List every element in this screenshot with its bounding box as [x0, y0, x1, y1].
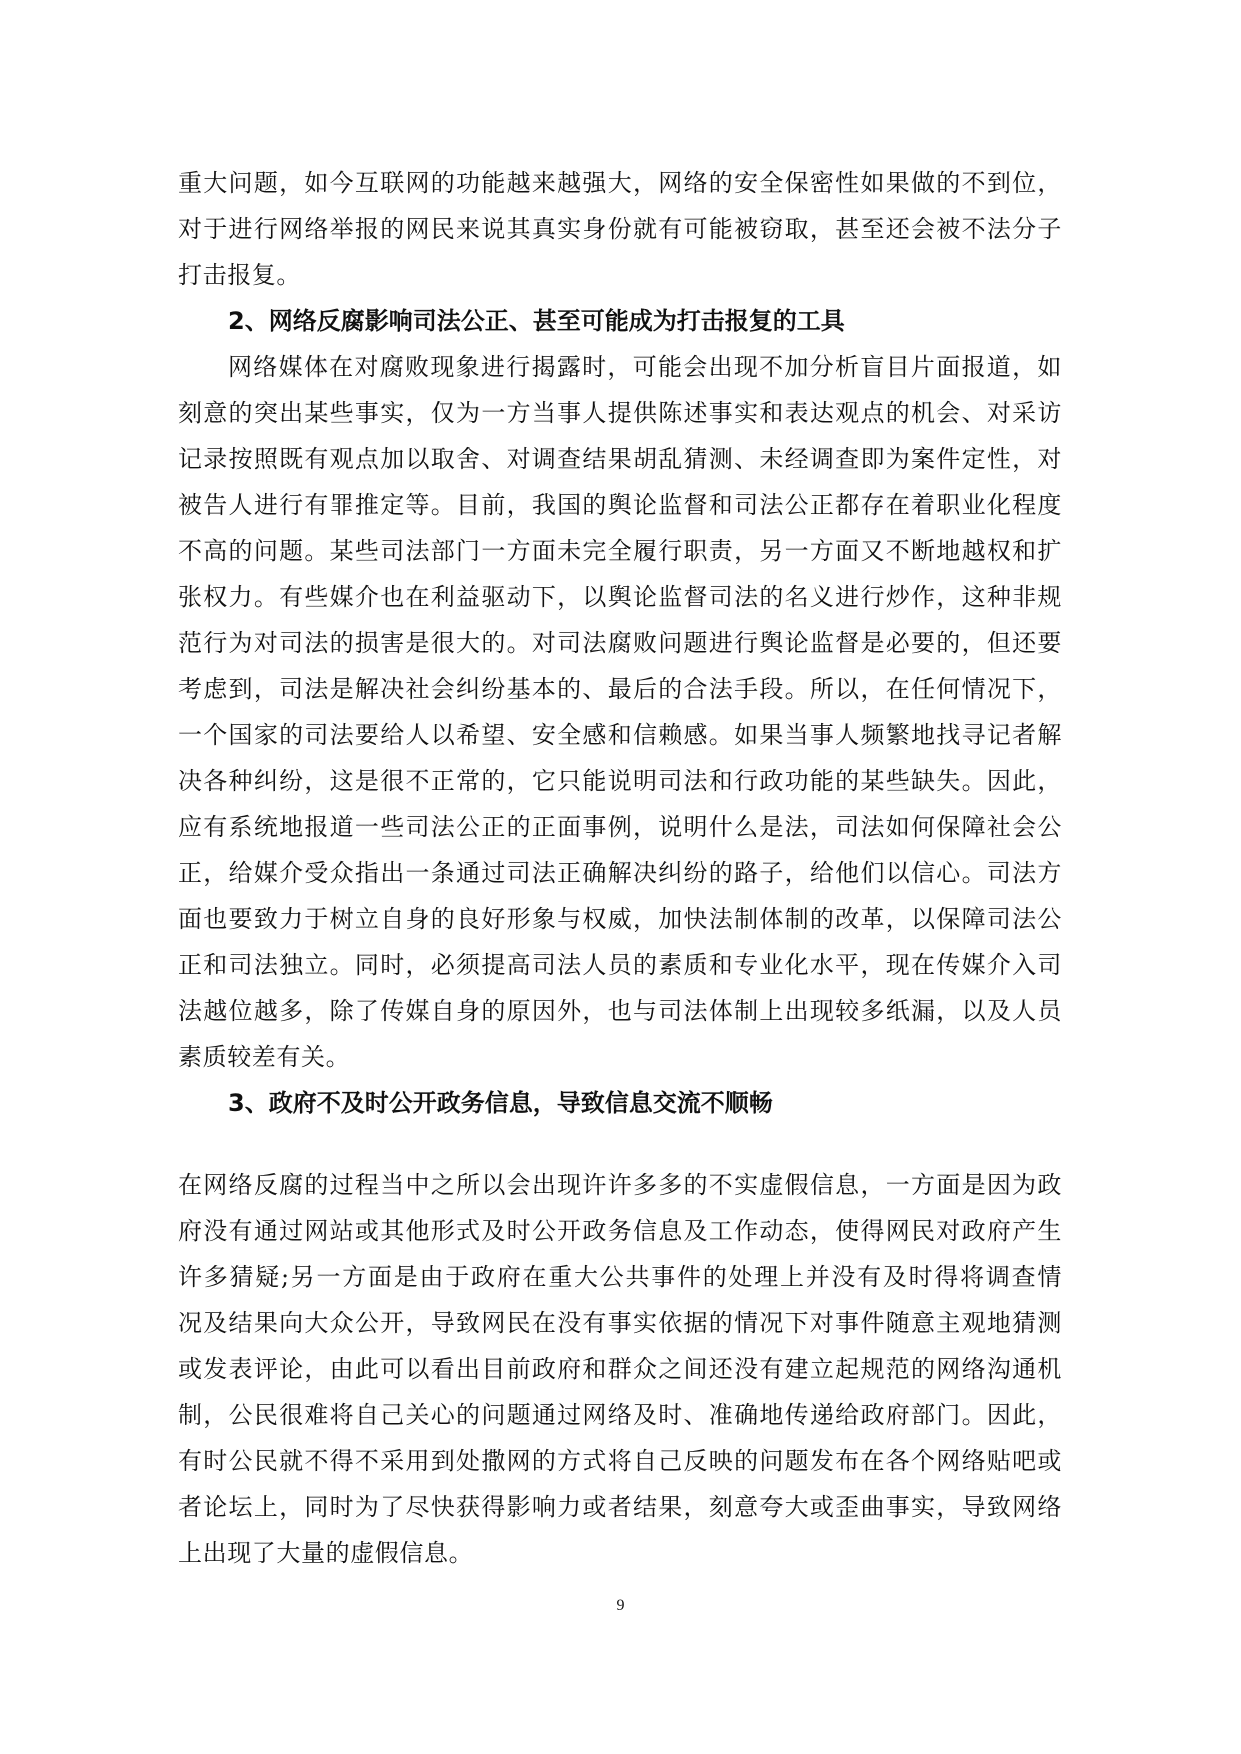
paragraph-line: 重大问题，如今互联网的功能越来越强大，网络的安全保密性如果做的不到位，	[178, 169, 1062, 197]
section-heading-3: 3、政府不及时公开政务信息，导致信息交流不顺畅	[228, 1089, 773, 1117]
paragraph-line: 考虑到，司法是解决社会纠纷基本的、最后的合法手段。所以，在任何情况下，	[178, 675, 1062, 703]
paragraph-line: 张权力。有些媒介也在利益驱动下，以舆论监督司法的名义进行炒作，这种非规	[178, 583, 1062, 611]
paragraph-line: 对于进行网络举报的网民来说其真实身份就有可能被窃取，甚至还会被不法分子	[178, 215, 1062, 243]
paragraph-line: 在网络反腐的过程当中之所以会出现许许多多的不实虚假信息，一方面是因为政	[178, 1171, 1062, 1199]
paragraph-line: 者论坛上，同时为了尽快获得影响力或者结果，刻意夸大或歪曲事实，导致网络	[178, 1493, 1062, 1521]
paragraph-line: 一个国家的司法要给人以希望、安全感和信赖感。如果当事人频繁地找寻记者解	[178, 721, 1062, 749]
paragraph-line: 许多猜疑;另一方面是由于政府在重大公共事件的处理上并没有及时得将调查情	[178, 1263, 1062, 1291]
paragraph-line: 范行为对司法的损害是很大的。对司法腐败问题进行舆论监督是必要的，但还要	[178, 629, 1062, 657]
paragraph-line: 被告人进行有罪推定等。目前，我国的舆论监督和司法公正都存在着职业化程度	[178, 491, 1062, 519]
page-number: 9	[616, 1597, 625, 1614]
paragraph-line: 面也要致力于树立自身的良好形象与权威，加快法制体制的改革，以保障司法公	[178, 905, 1062, 933]
section-heading-2: 2、网络反腐影响司法公正、甚至可能成为打击报复的工具	[228, 307, 845, 335]
text-block-lower	[178, 1162, 1062, 1576]
paragraph-line: 法越位越多，除了传媒自身的原因外，也与司法体制上出现较多纸漏，以及人员	[178, 997, 1062, 1025]
paragraph-line: 不高的问题。某些司法部门一方面未完全履行职责，另一方面又不断地越权和扩	[178, 537, 1062, 565]
paragraph-line: 刻意的突出某些事实，仅为一方当事人提供陈述事实和表达观点的机会、对采访	[178, 399, 1062, 427]
paragraph-line: 素质较差有关。	[178, 1043, 351, 1071]
paragraph-line: 有时公民就不得不采用到处撒网的方式将自己反映的问题发布在各个网络贴吧或	[178, 1447, 1062, 1475]
paragraph-line: 正和司法独立。同时，必须提高司法人员的素质和专业化水平，现在传媒介入司	[178, 951, 1062, 979]
paragraph-line: 制，公民很难将自己关心的问题通过网络及时、准确地传递给政府部门。因此，	[178, 1401, 1062, 1429]
paragraph-line: 应有系统地报道一些司法公正的正面事例，说明什么是法，司法如何保障社会公	[178, 813, 1062, 841]
paragraph-line: 或发表评论，由此可以看出目前政府和群众之间还没有建立起规范的网络沟通机	[178, 1355, 1062, 1383]
paragraph-line: 打击报复。	[178, 261, 301, 289]
paragraph-line: 决各种纠纷，这是很不正常的，它只能说明司法和行政功能的某些缺失。因此，	[178, 767, 1062, 795]
text-block-upper	[178, 160, 1062, 1126]
paragraph-line: 上出现了大量的虚假信息。	[178, 1539, 474, 1567]
paragraph-line: 正，给媒介受众指出一条通过司法正确解决纠纷的路子，给他们以信心。司法方	[178, 859, 1062, 887]
paragraph-line: 记录按照既有观点加以取舍、对调查结果胡乱猜测、未经调查即为案件定性，对	[178, 445, 1062, 473]
paragraph-line: 府没有通过网站或其他形式及时公开政务信息及工作动态，使得网民对政府产生	[178, 1217, 1062, 1245]
paragraph-line: 况及结果向大众公开，导致网民在没有事实依据的情况下对事件随意主观地猜测	[178, 1309, 1062, 1337]
paragraph-line: 网络媒体在对腐败现象进行揭露时，可能会出现不加分析盲目片面报道，如	[228, 353, 1062, 381]
